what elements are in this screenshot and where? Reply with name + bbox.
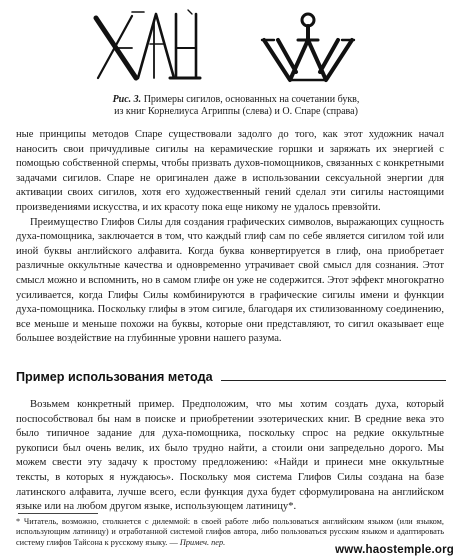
- caption-label: Рис. 3.: [112, 94, 142, 105]
- section-heading: [16, 370, 446, 384]
- footnote-translator-note: Примеч. пер.: [179, 537, 226, 547]
- bottom-text-block: [16, 398, 444, 515]
- sigil-figure: [0, 8, 458, 88]
- paragraph-example: Возьмем конкретный пример. Предположим, что мы хотим создать духа, который поспособствовал бы нам в поиске и приобретении эзотерических книг. В средние века это было типичное задание для духа-помощника, поскольку спрос на редкие оккультные рукописи был очень велик, их было трудно найти, а стоили они запредельно дорого. Мы можем свести эту задачу к простому предложению: «Найди и принеси мне оккультные тексты, в которых я нуждаюсь». Поскольку моя система Глифов Силы создана на базе латинского алфавита, лучше всего, если функция духа будет сформулирована на английском языке или на любом другом языке, использующем латиницу*.: [16, 399, 444, 513]
- caption-line-1: Примеры сигилов, основанных на сочетании букв,: [143, 94, 360, 105]
- agrippa-letter-sigil-icon: [92, 8, 202, 86]
- caption-line-2: из книг Корнелиуса Агриппы (слева) и О. Спаре (справа): [114, 106, 358, 117]
- site-watermark: www.haostemple.org: [335, 544, 454, 556]
- top-text-block: [16, 128, 444, 347]
- spare-letter-sigil-icon: [258, 10, 358, 84]
- paragraph-glyphs-advantage: Преимущество Глифов Силы для создания графических символов, выражающих сущность духа-помощника, заключается в том, что каждый глиф сам по себе является сигилом той или иной буквы английского алфавита. Когда буква конвертируется в глиф, она приобретает различные оккультные качества и одновременно утрачивает свой смысл для сознания. Этот смысл можно и вспомнить, но в самом глифе он уже не содержится. Этот эффект многократно усиливается, когда Глифы Силы комбинируются в графические сигилы имени и функции духа-помощника. Поскольку глифы в этом сигиле, благодаря их стилизованному соединению, все меньше и меньше похожи на буквы, которые они представляют, то сигил оказывает еще большее воздействие на глубинные уровни нашего разума.: [16, 216, 444, 345]
- footnote-text: * Читатель, возможно, столкнется с дилеммой: в своей работе либо пользоваться английским языком (или языком, использующим латиницу) и отработанной системой глифов автора, либо пользоваться русским языком и адаптировать систему глифов Тайсона к русскому языку. —: [16, 517, 444, 547]
- section-heading-text: Пример использования метода: [16, 370, 213, 384]
- figure-caption: [60, 94, 412, 118]
- heading-rule: [221, 380, 446, 381]
- footnote-divider: [18, 513, 98, 514]
- paragraph-continuation: ные принципы методов Спаре существовали задолго до того, как этот художник начал наносить свои причудливые сигилы на керамические горшки и заряжать их энергией с помощью собственной спермы, чтобы призвать духов-помощников, связанных с конкретными задачами сигилов. Спаре не оригинален даже в использовании сексуальной энергии для активации своих сигилов, хотя его художественный гений сделал эти сигилы настоящими произведениями искусства, и их красоту пока еще никому не удалось превзойти.: [16, 129, 444, 213]
